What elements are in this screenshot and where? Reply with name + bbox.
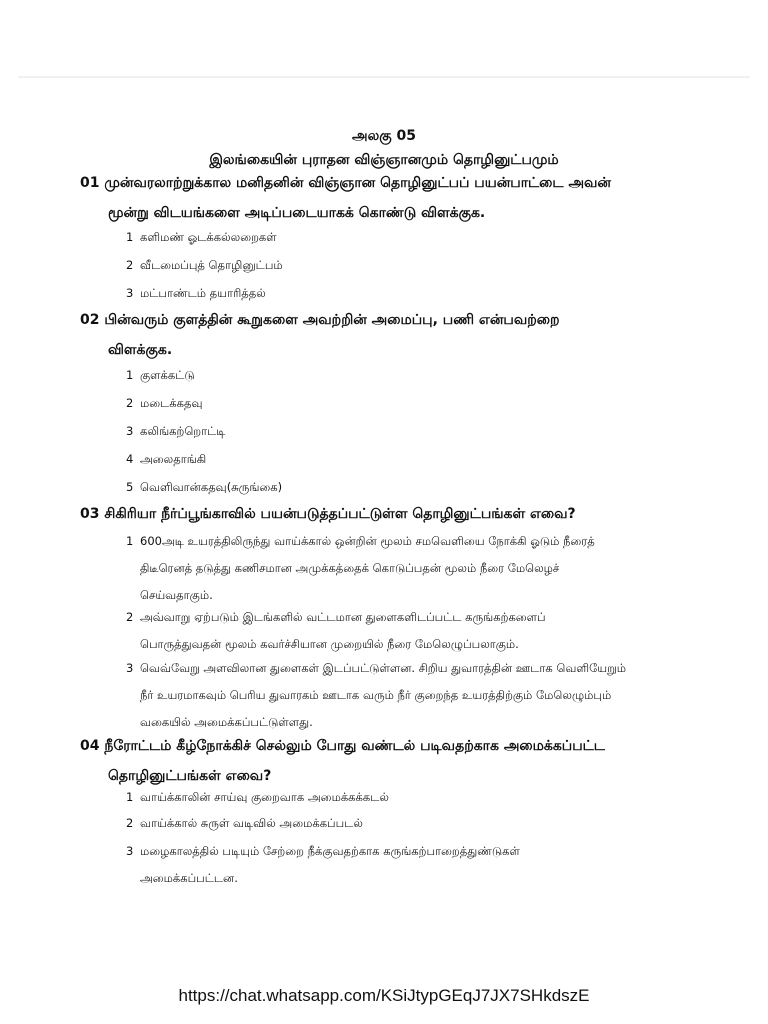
page-subtitle: இலங்கையின் புராதன விஞ்ஞானமும் தொழினுட்பமும்	[209, 152, 559, 168]
question-text-line2: தொழினுட்பங்கள் எவை?	[108, 768, 272, 784]
item-number: 2	[126, 610, 134, 624]
list-item	[126, 252, 692, 279]
item-text-cont: பொருத்துவதன் மூலம் கவர்ச்சியான முறையில் நீரை மேலெழுப்பலாகும்.	[140, 637, 519, 651]
item-text: அலைதாங்கி	[140, 452, 207, 466]
whatsapp-group-link[interactable]: https://chat.whatsapp.com/KSiJtypGEqJ7JX7SHkdszE	[178, 986, 590, 1005]
list-item	[126, 784, 692, 811]
item-number: 2	[126, 258, 134, 272]
list-item	[126, 390, 692, 417]
item-text: களிமண் ஓடக்கல்லறைகள்	[140, 230, 277, 244]
item-text: குளக்கட்டு	[140, 368, 195, 382]
question-number: 01	[80, 175, 100, 191]
list-item	[126, 362, 692, 389]
question-03	[80, 499, 680, 529]
item-text: வெளிவான்கதவு(சுருங்கை)	[140, 480, 283, 494]
question-text-line2: மூன்று விடயங்களை அடிப்படையாகக் கொண்டு விளக்குக.	[108, 205, 486, 221]
list-item	[126, 474, 692, 501]
item-number: 3	[126, 286, 134, 300]
item-text: மடைக்கதவு	[140, 396, 203, 410]
item-number: 3	[126, 844, 134, 858]
item-number: 1	[126, 534, 134, 548]
question-text-line1: பின்வரும் குளத்தின் கூறுகளை அவற்றின் அமைப்பு, பணி என்பவற்றை	[104, 312, 560, 328]
list-item	[126, 604, 692, 658]
list-item	[126, 224, 692, 251]
question-number: 04	[80, 738, 100, 754]
question-text-line1: சிகிரியா நீர்ப்பூங்காவில் பயன்படுத்தப்பட்டுள்ள தொழினுட்பங்கள் எவை?	[104, 506, 576, 522]
question-number: 02	[80, 312, 100, 328]
list-item	[126, 528, 692, 609]
item-number: 3	[126, 661, 134, 675]
item-number: 1	[126, 368, 134, 382]
item-number: 4	[126, 452, 134, 466]
list-item	[126, 655, 692, 736]
item-text-cont: நீர் உயரமாகவும் பெரிய துவாரகம் ஊடாக வரும் நீர் குறைந்த உயரத்திற்கும் மேலெழும்பும்	[140, 688, 612, 702]
item-text: வாய்க்காலின் சாய்வு குறைவாக அமைக்கக்கடல்	[140, 790, 389, 804]
item-number: 2	[126, 396, 134, 410]
item-text: வெவ்வேறு அளவிலான துளைகள் இடப்பட்டுள்ளன. சிறிய துவாரத்தின் ஊடாக வெளியேறும்	[140, 661, 626, 675]
item-text: வீடமைப்புத் தொழினுட்பம்	[140, 258, 283, 272]
question-02	[80, 305, 680, 365]
item-text: கலிங்கற்றொட்டி	[140, 424, 226, 438]
question-text-line1: நீரோட்டம் கீழ்நோக்கிச் செல்லும் போது வண்டல் படிவதற்காக அமைக்கப்பட்ட	[104, 738, 605, 754]
item-number: 1	[126, 230, 134, 244]
list-item	[126, 446, 692, 473]
question-01	[80, 168, 680, 228]
item-number: 1	[126, 790, 134, 804]
item-text-cont: அமைக்கப்பட்டன.	[140, 871, 238, 885]
item-text: மட்பாண்டம் தயாரித்தல்	[140, 286, 266, 300]
unit-title: அலகு 05	[352, 128, 416, 144]
list-item	[126, 418, 692, 445]
item-text: அவ்வாறு ஏற்படும் இடங்களில் வட்டமான துளைகளிடப்பட்ட கருங்கற்களைப்	[140, 610, 546, 624]
question-number: 03	[80, 506, 100, 522]
question-04	[80, 731, 680, 791]
item-text-cont: திடீரெனத் தடுத்து கணிசமான அமுக்கத்தைக் கொடுப்பதன் மூலம் நீரை மேலெழச்	[140, 561, 560, 575]
list-item	[126, 838, 692, 892]
list-item	[126, 810, 692, 837]
item-text-cont: செய்வதாகும்.	[140, 588, 213, 602]
item-number: 2	[126, 816, 134, 830]
question-text-line1: முன்வரலாற்றுக்கால மனிதனின் விஞ்ஞான தொழினுட்பப் பயன்பாட்டை அவன்	[104, 175, 611, 191]
item-text-cont: வகையில் அமைக்கப்பட்டுள்ளது.	[140, 715, 313, 729]
item-number: 5	[126, 480, 134, 494]
list-item	[126, 280, 692, 307]
question-text-line2: விளக்குக.	[108, 342, 173, 358]
item-text: மழைகாலத்தில் படியும் சேற்றை நீக்குவதற்காக கருங்கற்பாறைத்துண்டுகள்	[140, 844, 520, 858]
item-text: 600அடி உயரத்திலிருந்து வாய்க்கால் ஒன்றின் மூலம் சமவெளியை நோக்கி ஓடும் நீரைத்	[140, 534, 595, 548]
item-number: 3	[126, 424, 134, 438]
item-text: வாய்க்கால் சுருள் வடிவில் அமைக்கப்படல்	[140, 816, 363, 830]
